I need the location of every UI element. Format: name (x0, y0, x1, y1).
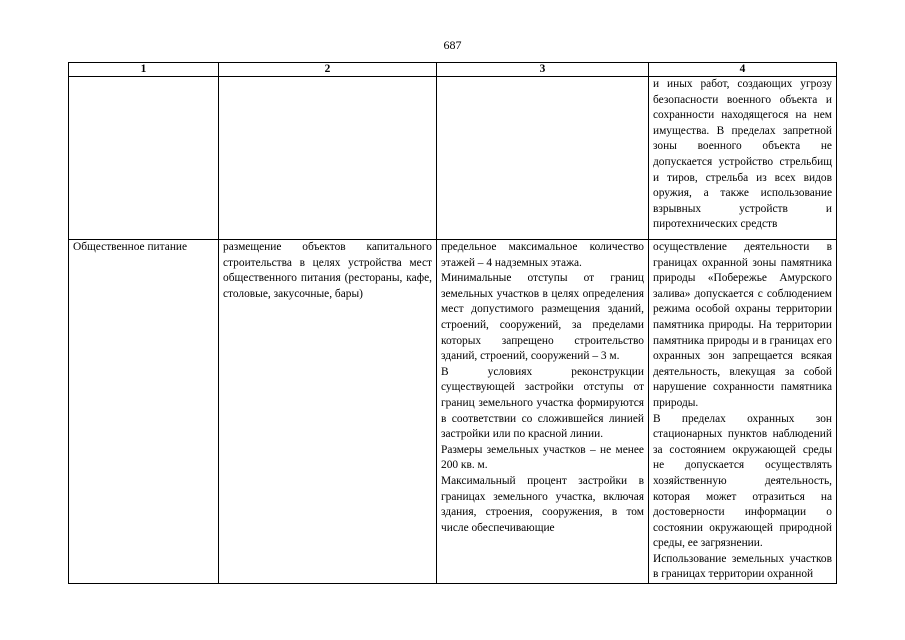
regulations-table (68, 62, 837, 584)
table-cell (69, 77, 219, 240)
restriction-paragraph: В пределах охранных зон стационарных пунктов наблюдений за состоянием окружающей среды не допускается осуществлять хозяйственную деятельность, которая может отразиться на достоверности информации о состоянии окружающей природной среды, ее загрязнении. (653, 412, 832, 550)
parameter-paragraph: предельное максимальное количество этажей – 4 надземных этажа. (441, 241, 644, 269)
column-header-1: 1 (69, 63, 219, 77)
parameter-paragraph: Максимальный процент застройки в границах земельного участка, включая здания, строения, сооружения, в том числе обеспечивающие (441, 474, 644, 534)
table-cell (69, 240, 219, 584)
table-cell (219, 240, 437, 584)
parameter-paragraph: Размеры земельных участков – не менее 200 кв. м. (441, 443, 644, 472)
use-type-name: Общественное питание (73, 241, 188, 253)
use-type-description: размещение объектов капитального строительства в целях устройства мест общественного питания (рестораны, кафе, столовые, закусочные, бары) (223, 241, 432, 300)
column-header-3: 3 (437, 63, 649, 77)
table-cell (649, 77, 837, 240)
table-row (69, 77, 837, 240)
parameter-paragraph: В условиях реконструкции существующей застройки отступы от границ земельного участка формируются в соответствии со сложившейся линией застройки или по красной линии. (441, 365, 644, 441)
column-header-4: 4 (649, 63, 837, 77)
page-number: 687 (443, 38, 462, 52)
table-cell (649, 240, 837, 584)
column-header-2: 2 (219, 63, 437, 77)
restriction-paragraph: осуществление деятельности в границах охранной зоны памятника природы «Побережье Амурского залива» допускается с соблюдением режима особой охраны территории памятника природы. На территории памятника природы и в границах его охранных зон запрещается всякая деятельность, влекущая за собой нарушение сохранности памятника природы. (653, 241, 832, 409)
parameter-paragraph: Минимальные отступы от границ земельных участков в целях определения мест допустимого размещения зданий, строений, сооружений, за пределами которых запрещено строительство зданий, строений, сооружений – 3 м. (441, 272, 644, 363)
table-cell (437, 77, 649, 240)
table-row (69, 240, 837, 584)
table-cell (219, 77, 437, 240)
table-header-row (69, 63, 837, 77)
restriction-paragraph: Использование земельных участков в границах территории охранной (653, 552, 832, 581)
cell-text: и иных работ, создающих угрозу безопасности военного объекта и сохранности находящегося на нем имущества. В пределах запретной зоны военного объекта не допускается устройство стрельбищ и тиров, стрельба из всех видов оружия, а также использование взрывных устройств и пиротехнических средств (653, 78, 832, 231)
table-cell (437, 240, 649, 584)
